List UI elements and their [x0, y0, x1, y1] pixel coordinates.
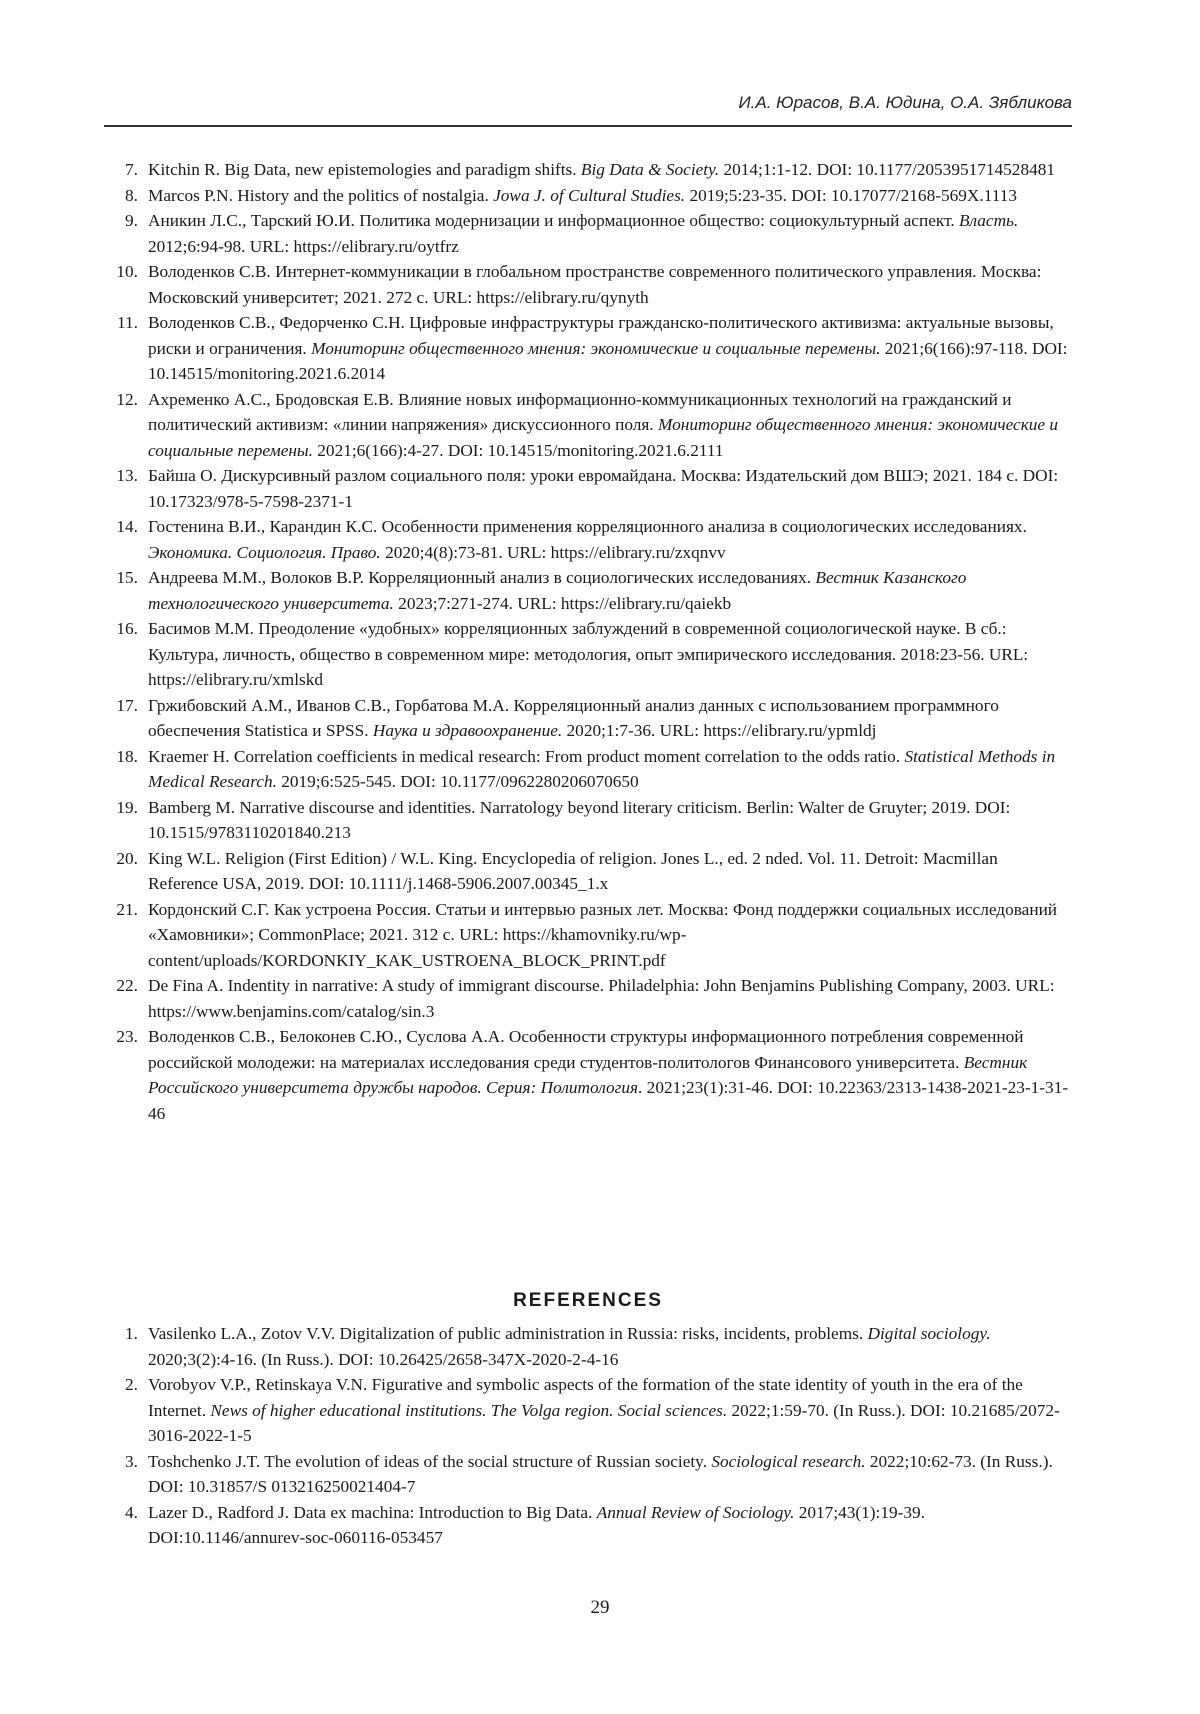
reference-text-part: 2021;6(166):4-27. DOI: 10.14515/monitoring.2021.6.2111: [313, 441, 724, 460]
reference-text: [148, 313, 1067, 383]
reference-text-part: Vorobyov V.P., Retinskaya V.N. Figurative and symbolic aspects of the formation of the state identity of youth in the era of the Internet.: [148, 1375, 1023, 1420]
reference-number: 11.: [104, 310, 138, 336]
reference-text: [148, 696, 999, 741]
reference-text-part: 2020;3(2):4-16. (In Russ.). DOI: 10.26425/2658-347X-2020-2-4-16: [148, 1350, 618, 1369]
reference-text: [148, 900, 1057, 970]
reference-text-part: Аникин Л.С., Тарский Ю.И. Политика модернизации и информационное общество: социокультурный аспект.: [148, 211, 959, 230]
reference-text: [148, 1324, 990, 1369]
reference-number: 12.: [104, 387, 138, 413]
reference-source-title: Sociological research.: [711, 1452, 865, 1471]
reference-text-part: 2017;43(1):19-39. DOI:10.1146/annurev-soc-060116-053457: [148, 1503, 925, 1548]
reference-entry: [104, 463, 1072, 514]
reference-text-part: Володенков С.В., Белоконев С.Ю., Суслова А.А. Особенности структуры информационного потребления современной российской молодежи: на материалах исследования среди студентов-политологов Финансового университета.: [148, 1027, 1024, 1072]
reference-text-part: 2020;1:7-36. URL: https://elibrary.ru/ypmldj: [562, 721, 876, 740]
reference-entry: [104, 514, 1072, 565]
page-number: 29: [0, 1597, 1200, 1619]
reference-entry: [104, 259, 1072, 310]
reference-number: 16.: [104, 616, 138, 642]
reference-text: [148, 568, 966, 613]
reference-text: [148, 1452, 1053, 1497]
reference-text-part: 2022;10:62-73. (In Russ.). DOI: 10.31857/S 013216250021404-7: [148, 1452, 1053, 1497]
reference-text-part: Bamberg M. Narrative discourse and identities. Narratology beyond literary criticism. Berlin: Walter de Gruyter; 2019. DOI: 10.1515/9783110201840.213: [148, 798, 1010, 843]
reference-text-part: Kitchin R. Big Data, new epistemologies and paradigm shifts.: [148, 160, 581, 179]
reference-number: 21.: [104, 897, 138, 923]
reference-entry: [104, 157, 1072, 183]
reference-text-part: Ахременко А.С., Бродовская Е.В. Влияние новых информационно-коммуникационных технологий на гражданский и политический активизм: «линии напряжения» дискуссионного поля.: [148, 390, 1011, 435]
reference-text: [148, 1375, 1060, 1445]
reference-text-part: 2012;6:94-98. URL: https://elibrary.ru/oytfrz: [148, 237, 459, 256]
reference-entry: [104, 565, 1072, 616]
references-heading: REFERENCES: [104, 1290, 1072, 1312]
reference-text-part: Андреева М.М., Волоков В.Р. Корреляционный анализ в социологических исследованиях.: [148, 568, 815, 587]
reference-number: 10.: [104, 259, 138, 285]
reference-text-part: Гржибовский А.М., Иванов С.В., Горбатова М.А. Корреляционный анализ данных с использованием программного обеспечения Statistica и SPSS.: [148, 696, 999, 741]
reference-text-part: 2022;1:59-70. (In Russ.). DOI: 10.21685/2072-3016-2022-1-5: [148, 1401, 1060, 1446]
reference-text-part: Гостенина В.И., Карандин К.С. Особенности применения корреляционного анализа в социологических исследованиях.: [148, 517, 1027, 536]
reference-text-part: Кордонский С.Г. Как устроена Россия. Статьи и интервью разных лет. Москва: Фонд поддержки социальных исследований «Хамовники»; CommonPlace; 2021. 312 с. URL: https://khamovniky.ru/wp-content/uploads/KORDONKIY_KAK_USTROENA_BLOCK_PRINT.pdf: [148, 900, 1057, 970]
reference-source-title: Власть.: [959, 211, 1018, 230]
reference-entry: [104, 973, 1072, 1024]
reference-text-part: 2020;4(8):73-81. URL: https://elibrary.ru/zxqnvv: [381, 543, 726, 562]
reference-text-part: Володенков С.В. Интернет-коммуникации в глобальном пространстве современного политического управления. Москва: Московский университет; 2021. 272 с. URL: https://elibrary.ru/qynyth: [148, 262, 1041, 307]
reference-entry: [104, 616, 1072, 693]
reference-number: 22.: [104, 973, 138, 999]
reference-source-title: Jowa J. of Cultural Studies.: [493, 186, 685, 205]
reference-text: [148, 160, 1055, 179]
reference-text-part: 2019;6:525-545. DOI: 10.1177/0962280206070650: [277, 772, 639, 791]
reference-text-part: Володенков С.В., Федорченко С.Н. Цифровые инфраструктуры гражданско-политического активизма: актуальные вызовы, риски и ограничения.: [148, 313, 1054, 358]
reference-text-part: 2019;5:23-35. DOI: 10.17077/2168-569X.1113: [685, 186, 1017, 205]
header-rule: [104, 125, 1072, 127]
reference-text-part: Toshchenko J.T. The evolution of ideas of the social structure of Russian society.: [148, 1452, 711, 1471]
reference-number: 7.: [104, 157, 138, 183]
reference-entry: [104, 183, 1072, 209]
reference-number: 9.: [104, 208, 138, 234]
reference-source-title: Statistical Methods in Medical Research.: [148, 747, 1055, 792]
reference-text-part: 2021;6(166):97-118. DOI: 10.14515/monitoring.2021.6.2014: [148, 339, 1067, 384]
reference-number: 15.: [104, 565, 138, 591]
reference-text: [148, 517, 1027, 562]
reference-number: 17.: [104, 693, 138, 719]
reference-source-title: Digital sociology.: [868, 1324, 991, 1343]
reference-text-part: King W.L. Religion (First Edition) / W.L. King. Encyclopedia of religion. Jones L., ed. 2 nded. Vol. 11. Detroit: Macmillan Reference USA, 2019. DOI: 10.1111/j.1468-5906.2007.00345_1.x: [148, 849, 998, 894]
reference-entry: [104, 1372, 1072, 1449]
reference-text: [148, 798, 1010, 843]
reference-entry: [104, 846, 1072, 897]
reference-number: 3.: [104, 1449, 138, 1475]
reference-source-title: Мониторинг общественного мнения: экономические и социальные перемены.: [148, 415, 1058, 460]
reference-number: 18.: [104, 744, 138, 770]
references-list: [104, 1321, 1072, 1551]
reference-number: 8.: [104, 183, 138, 209]
running-head: И.А. Юрасов, В.А. Юдина, О.А. Зябликова: [739, 93, 1072, 113]
reference-text: [148, 619, 1028, 689]
reference-text: [148, 262, 1041, 307]
reference-source-title: Вестник Российского университета дружбы народов. Серия: Политология: [148, 1053, 1027, 1098]
reference-number: 23.: [104, 1024, 138, 1050]
reference-text: [148, 976, 1055, 1021]
reference-number: 2.: [104, 1372, 138, 1398]
reference-entry: [104, 693, 1072, 744]
reference-text: [148, 849, 998, 894]
reference-source-title: Вестник Казанского технологического университета.: [148, 568, 966, 613]
reference-text-part: . 2021;23(1):31-46. DOI: 10.22363/2313-1438-2021-23-1-31-46: [148, 1078, 1068, 1123]
reference-text-part: 2023;7:271-274. URL: https://elibrary.ru/qaiekb: [394, 594, 731, 613]
reference-number: 4.: [104, 1500, 138, 1526]
reference-text: [148, 390, 1058, 460]
reference-entry: [104, 1321, 1072, 1372]
reference-entry: [104, 744, 1072, 795]
reference-entry: [104, 1024, 1072, 1126]
reference-text-part: Vasilenko L.A., Zotov V.V. Digitalization of public administration in Russia: risks, incidents, problems.: [148, 1324, 868, 1343]
reference-number: 13.: [104, 463, 138, 489]
reference-number: 19.: [104, 795, 138, 821]
reference-number: 20.: [104, 846, 138, 872]
reference-text-part: De Fina A. Indentity in narrative: A study of immigrant discourse. Philadelphia: John Benjamins Publishing Company, 2003. URL: https://www.benjamins.com/catalog/sin.3: [148, 976, 1055, 1021]
reference-text: [148, 186, 1017, 205]
reference-source-title: Экономика. Социология. Право.: [148, 543, 381, 562]
reference-text: [148, 466, 1058, 511]
reference-source-title: Annual Review of Sociology.: [597, 1503, 795, 1522]
reference-text-part: Kraemer H. Correlation coefficients in medical research: From product moment correlation to the odds ratio.: [148, 747, 904, 766]
reference-text: [148, 1027, 1068, 1123]
reference-entry: [104, 1500, 1072, 1551]
reference-number: 14.: [104, 514, 138, 540]
reference-source-title: Наука и здравоохранение.: [373, 721, 562, 740]
reference-entry: [104, 795, 1072, 846]
reference-source-title: Мониторинг общественного мнения: экономические и социальные перемены.: [311, 339, 880, 358]
reference-text: [148, 747, 1055, 792]
reference-text-part: Басимов М.М. Преодоление «удобных» корреляционных заблуждений в современной социологической науке. В сб.: Культура, личность, общество в современном мире: методология, опыт эмпирического исследования. 2018:23-56. URL: https://elibrary.ru/xmlskd: [148, 619, 1028, 689]
reference-number: 1.: [104, 1321, 138, 1347]
reference-entry: [104, 387, 1072, 464]
reference-source-title: Big Data & Society.: [581, 160, 719, 179]
reference-source-title: News of higher educational institutions. The Volga region. Social sciences.: [210, 1401, 727, 1420]
reference-entry: [104, 897, 1072, 974]
reference-text-part: Lazer D., Radford J. Data ex machina: Introduction to Big Data.: [148, 1503, 597, 1522]
reference-text: [148, 1503, 925, 1548]
reference-text-part: Байша О. Дискурсивный разлом социального поля: уроки евромайдана. Москва: Издательский дом ВШЭ; 2021. 184 с. DOI: 10.17323/978-5-7598-2371-1: [148, 466, 1058, 511]
reference-text-part: 2014;1:1-12. DOI: 10.1177/2053951714528481: [719, 160, 1055, 179]
reference-entry: [104, 1449, 1072, 1500]
reference-text: [148, 211, 1018, 256]
reference-text-part: Marcos P.N. History and the politics of nostalgia.: [148, 186, 493, 205]
reference-entry: [104, 208, 1072, 259]
bibliography-list: [104, 157, 1072, 1126]
reference-entry: [104, 310, 1072, 387]
